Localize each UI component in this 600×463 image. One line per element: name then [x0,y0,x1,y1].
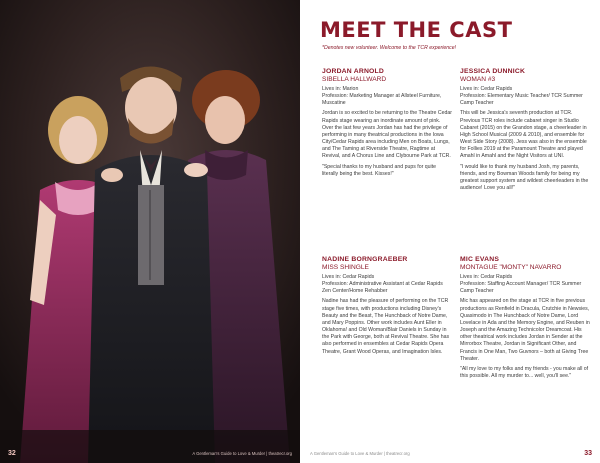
cast-name: MIC EVANS [460,256,500,263]
cast-name: JORDAN ARNOLD [322,68,385,75]
cast-role: SIBELLA HALLWARD [322,75,387,83]
cast-quote: "Special thanks to my husband and pups for quite literally being the best. Kisses!" [322,163,437,177]
footer-text: A Gentleman's Guide to Love & Murder | theatrecr.org [310,450,410,456]
cast-lives-in: Lives in: Marion [322,86,359,93]
page-number: 33 [584,449,592,457]
cast-profession: Profession: Staffing Account Manager/ TCR Summer Camp Teacher [460,281,582,295]
cast-lives-in: Lives in: Cedar Rapids [322,274,375,281]
cast-role: WOMAN #3 [460,75,496,83]
cast-role: MONTAGUE "MONTY" NAVARRO [460,263,562,271]
right-footer [300,443,600,463]
cast-name: NADINE BORNGRAEBER [322,256,408,263]
cast-name: JESSICA DUNNICK [460,68,526,75]
cast-profession: Profession: Administrative Assistant at Cedar Rapids Zen Center/Home Rehabber [322,281,443,295]
cast-lives-in: Lives in: Cedar Rapids [460,274,513,281]
cast-quote: "I would like to thank my husband Josh, my parents, friends, and my Bowman Woods family for being my greatest support system and wildest cheerleaders in the audience! Love you all!" [460,163,589,192]
cast-entry-nadine-borngraeber [322,256,452,356]
left-footer [0,443,300,463]
cast-entry-mic-evans [460,256,590,380]
page-subtitle: *Denotes new volunteer. Welcome to the TCR experience! [322,45,457,51]
cast-bio: This will be Jessica's seventh production at TCR. Previous TCR roles include cabaret singer in Studio Cabaret (2015) on the Grandon stage, a cheerleader in High School Musical (2009 & 2010), and ensemble for West Side Story (2008). Jess was also in the ensemble for Follies 2019 at the Paramount Theatre and played Amahl in Amahl and the Night Visitors at UNI. [460,110,587,160]
footer-text: A Gentleman's Guide to Love & Murder | theatrecr.org [192,450,292,456]
right-page [300,0,600,463]
cast-profession: Profession: Elementary Music Teacher/ TCR Summer Camp Teacher [460,93,583,107]
page-title: MEET THE CAST [320,18,513,42]
cast-bio: Mic has appeared on the stage at TCR in five previous productions as Renfield in Dracula, Crutchie in Newsies, Quasimodo in The Hunchback of Notre Dame, Lord Lovelace in Ada and the Memory Engine, and Reuben in Joseph and the Amazing Technicolor Dreamcoat. His other theatrical work includes Jordan in Sender at the Mirrorbox Theatre, Jordan in Significant Other, and Francis in One Man, Two Guvnors – both at Giving Tree Theater. [460,298,590,362]
cast-profession: Profession: Marketing Manager at Allsteel Furniture, Muscatine [322,93,442,107]
cast-entry-jordan-arnold [322,68,452,178]
cast-lives-in: Lives in: Cedar Rapids [460,86,513,93]
cast-bio: Nadine has had the pleasure of performing on the TCR stage five times, with productions including Disney's Beauty and the Beast, The Hunchback of Notre Dame, and Mary Poppins. Other work includes Aunt Eller in Oklahoma! and Old Woman/Blair Daniels in Sunday in the Park with George, both at Revival Theatre. She has also performed in ensembles at Cedar Rapids Opera Theatre, Grant Wood Operas, and Imagination Isles. [322,298,450,355]
cast-quote: "All my love to my folks and my friends - you make all of this possible. All my murder to... well, you'll see." [460,365,589,380]
cast-role: MISS SHINGLE [322,263,369,271]
cast-bio: Jordan is so excited to be returning to the Theatre Cedar Rapids stage wearing an inordinate amount of pink. Over the last few years Jordan has had the privilege of performing in many theatrical productions in the Iowa City/Cedar Rapids area including Men on Boats, Lungs, and The Taming at Riverside Theatre, Ragtime at Revival, and A Chorus Line and Clybourne Park at TCR. [322,110,452,160]
page-number: 32 [8,449,16,457]
cast-entry-jessica-dunnick [460,68,590,192]
